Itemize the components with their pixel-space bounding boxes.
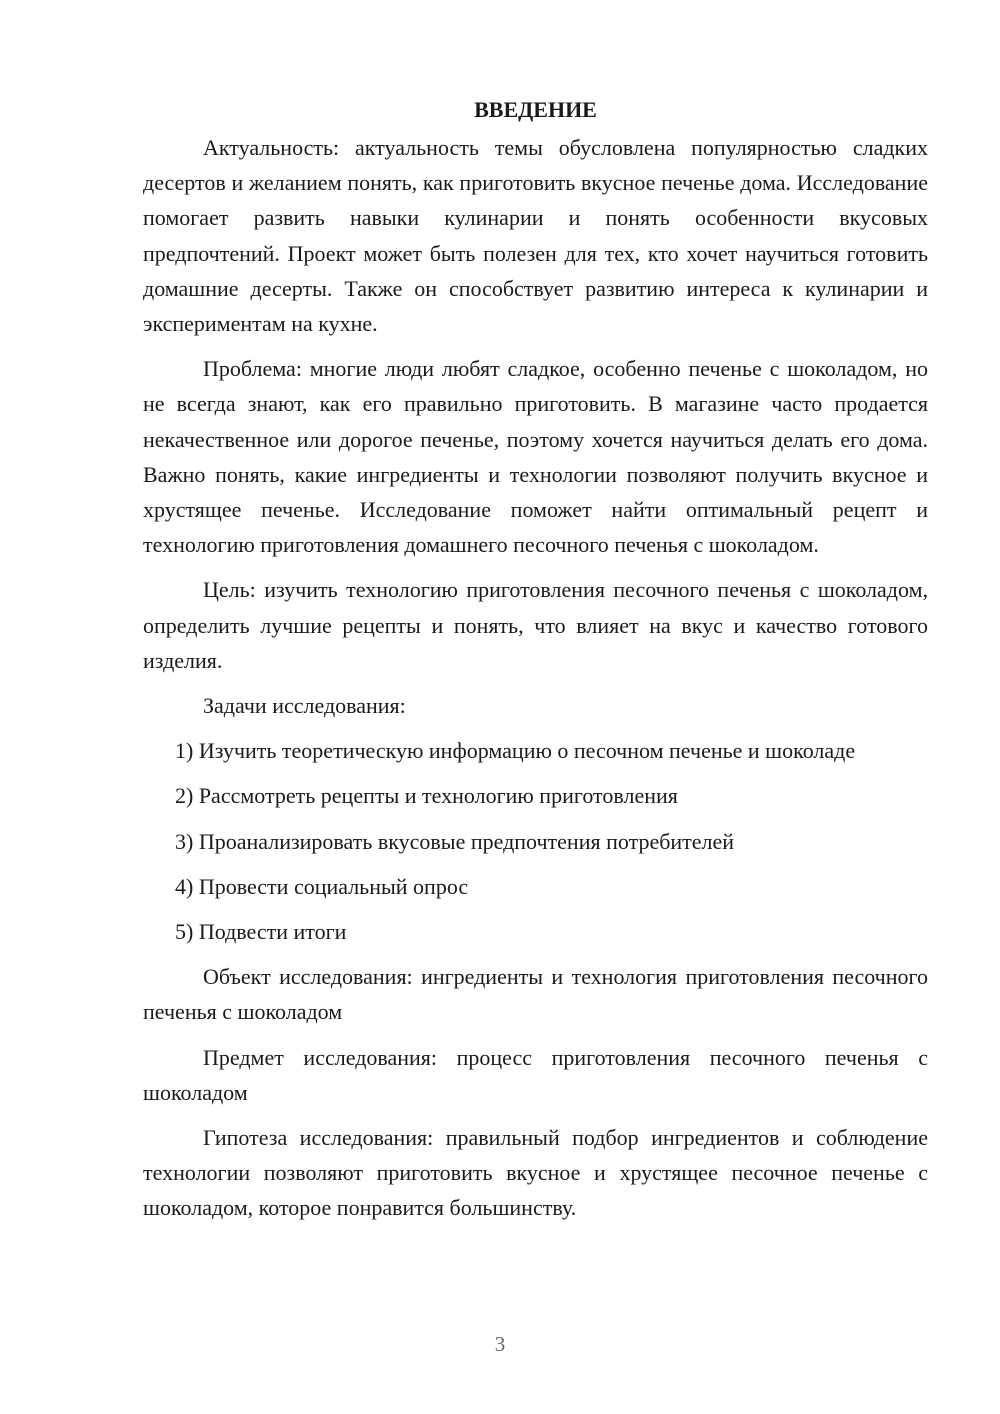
hypothesis-paragraph: Гипотеза исследования: правильный подбор ингредиентов и соблюдение технологии позволяют приготовить вкусное и хрустящее песочное печенье с шоколадом, которое понравится большинству. — [143, 1125, 928, 1221]
task-item: 1) Изучить теоретическую информацию о песочном печенье и шоколаде — [175, 738, 856, 764]
task-item: 3) Проанализировать вкусовые предпочтения потребителей — [175, 828, 735, 854]
task-item: 4) Провести социальный опрос — [175, 873, 469, 899]
subject-paragraph: Предмет исследования: процесс приготовления песочного печенья с шоколадом — [143, 1044, 928, 1105]
section-title: ВВЕДЕНИЕ — [474, 97, 597, 122]
task-item: 2) Рассмотреть рецепты и технологию приготовления — [175, 783, 678, 809]
page-number: 3 — [494, 1332, 506, 1356]
relevance-paragraph: Актуальность: актуальность темы обусловлена популярностью сладких десертов и желанием понять, как приготовить вкусное печенье дома. Исследование помогает развить навыки кулинарии и понять особенности вкусовых предпочтений. Проект может быть полезен для тех, кто хочет научиться готовить домашние десерты. Также он способствует развитию интереса к кулинарии и экспериментам на кухне. — [143, 135, 928, 337]
goal-paragraph: Цель: изучить технологию приготовления песочного печенья с шоколадом, определить лучшие рецепты и понять, что влияет на вкус и качество готового изделия. — [143, 577, 928, 673]
document-page — [143, 92, 928, 1236]
problem-paragraph: Проблема: многие люди любят сладкое, особенно печенье с шоколадом, но не всегда знают, как его правильно приготовить. В магазине часто продается некачественное или дорогое печенье, поэтому хочется научиться делать его дома. Важно понять, какие ингредиенты и технологии позволяют получить вкусное и хрустящее печенье. Исследование поможет найти оптимальный рецепт и технологию приготовления домашнего песочного печенья с шоколадом. — [143, 356, 928, 558]
task-item: 5) Подвести итоги — [175, 919, 347, 945]
tasks-heading: Задачи исследования: — [203, 693, 406, 719]
object-paragraph: Объект исследования: ингредиенты и технология приготовления песочного печенья с шоколадом — [143, 964, 928, 1025]
